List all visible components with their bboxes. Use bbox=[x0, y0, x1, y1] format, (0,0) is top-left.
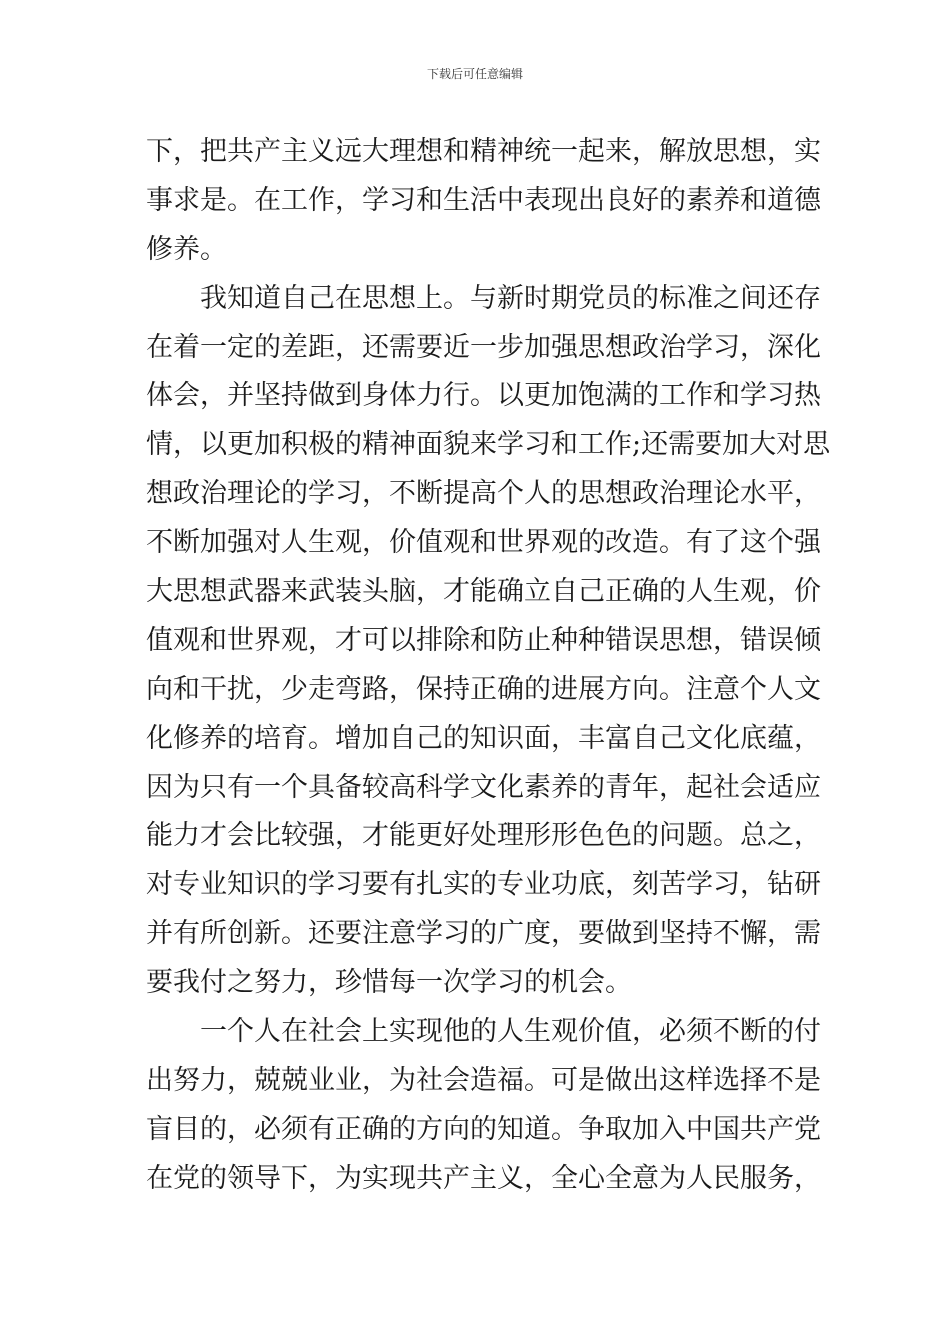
text-line: 事求是。在工作，学习和生活中表现出良好的素养和道德 bbox=[146, 184, 821, 216]
text-line: 大思想武器来武装头脑，才能确立自己正确的人生观，价 bbox=[146, 576, 821, 608]
text-line: 情，以更加积极的精神面貌来学习和工作;还需要加大对思 bbox=[146, 429, 831, 461]
text-line: 在着一定的差距，还需要近一步加强思想政治学习，深化 bbox=[146, 331, 821, 363]
text-line: 化修养的培育。增加自己的知识面，丰富自己文化底蕴， bbox=[146, 722, 821, 754]
text-line: 盲目的，必须有正确的方向的知道。争取加入中国共产党 bbox=[146, 1113, 821, 1145]
text-line: 下，把共产主义远大理想和精神统一起来，解放思想，实 bbox=[146, 136, 821, 167]
text-line: 并有所创新。还要注意学习的广度，要做到坚持不懈，需 bbox=[146, 918, 821, 950]
text-line: 不断加强对人生观，价值观和世界观的改造。有了这个强 bbox=[146, 527, 821, 559]
text-line: 想政治理论的学习，不断提高个人的思想政治理论水平， bbox=[146, 478, 821, 510]
text-line: 出努力，兢兢业业，为社会造福。可是做出这样选择不是 bbox=[146, 1064, 821, 1096]
text-line: 在党的领导下，为实现共产主义，全心全意为人民服务， bbox=[146, 1162, 821, 1194]
text-line: 因为只有一个具备较高科学文化素养的青年，起社会适应 bbox=[146, 771, 821, 803]
text-line: 要我付之努力，珍惜每一次学习的机会。 bbox=[146, 967, 632, 999]
document-body bbox=[146, 128, 831, 1204]
page-header-note: 下载后可任意编辑 bbox=[426, 67, 523, 81]
text-line: 能力才会比较强，才能更好处理形形色色的问题。总之， bbox=[146, 820, 821, 852]
text-line: 一个人在社会上实现他的人生观价值，必须不断的付 bbox=[200, 1016, 821, 1048]
text-line: 对专业知识的学习要有扎实的专业功底，刻苦学习，钻研 bbox=[146, 869, 821, 901]
text-line: 体会，并坚持做到身体力行。以更加饱满的工作和学习热 bbox=[146, 380, 821, 412]
text-line: 我知道自己在思想上。与新时期党员的标准之间还存 bbox=[200, 282, 821, 314]
text-line: 修养。 bbox=[146, 233, 227, 265]
text-line: 值观和世界观，才可以排除和防止种种错误思想，错误倾 bbox=[146, 624, 821, 656]
text-line: 向和干扰，少走弯路，保持正确的进展方向。注意个人文 bbox=[146, 673, 821, 705]
